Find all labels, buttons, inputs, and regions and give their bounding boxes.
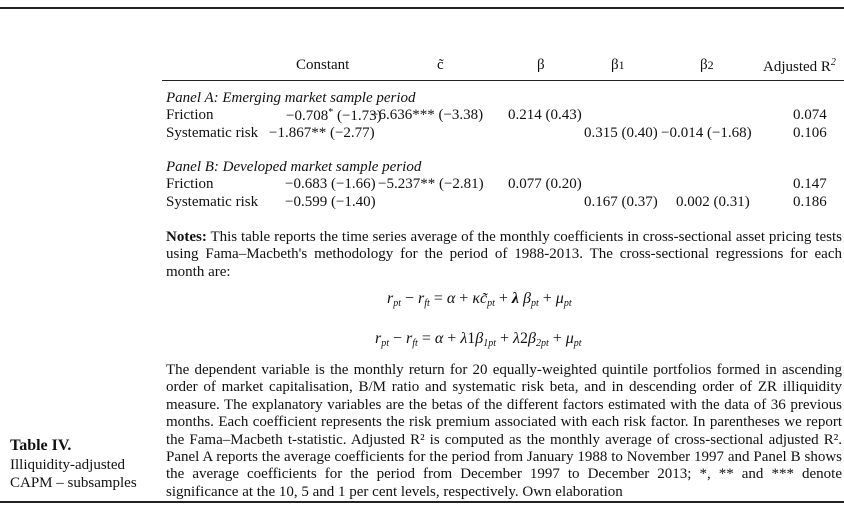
panel-b-systematic-label: Systematic risk [166,194,259,210]
panel-b-friction-beta: 0.077 (0.20) [508,176,582,192]
header-beta2-symbol: β [700,57,708,73]
panel-b-friction-constant: −0.683 (−1.66) [285,176,376,192]
panel-b-systematic-constant: −0.599 (−1.40) [285,194,376,210]
panel-a-title: Panel A: Emerging market sample period [166,90,416,106]
header-c-tilde: c̃ [437,57,444,73]
panel-a-friction-r2: 0.074 [793,107,827,123]
header-beta1-subscript: 1 [618,58,625,72]
header-beta1 [611,57,625,74]
top-rule [0,7,844,9]
notes-label: Notes: [166,229,207,245]
panel-a-friction-constant-t: (−1.73) [333,108,382,124]
panel-a-friction-beta: 0.214 (0.43) [508,107,582,123]
panel-b-title: Panel B: Developed market sample period [166,159,422,175]
panel-a-friction-label: Friction [166,107,214,123]
panel-a-friction-c-tilde: −6.636*** (−3.38) [370,107,484,123]
notes-text-1: This table reports the time series average of the monthly coefficients in cross-sectional asset pricing tests using Fama–Macbeth's methodology for the period of 1988-2013. The cross-sectional regressions for each month are: [166,229,842,280]
panel-a-friction-constant [286,107,382,125]
panel-a-systematic-beta2: −0.014 (−1.68) [661,125,752,141]
header-beta2 [700,57,714,74]
panel-b-systematic-beta2: 0.002 (0.31) [676,194,750,210]
panel-b-friction-label: Friction [166,176,214,192]
header-adjusted-r2 [763,57,836,76]
equation-2: $r_{pt} - r_{ft} = \alpha + \lambda 1\beta_{1pt} + \lambda 2\beta_{2pt} + \mu_{pt}$ [375,330,582,349]
table-caption-line-1: Illiquidity-adjusted [10,457,125,473]
header-constant: Constant [296,57,350,73]
equation-1: $r_{pt} - r_{ft} = \alpha$ + $\kappa c̃_{pt} + \lambda$ $\beta_{pt} + \mu_{pt}$ [387,290,572,309]
table-caption-title: Table IV. [10,437,72,454]
header-adjusted-r2-sup: 2 [830,57,836,68]
panel-a-systematic-beta1: 0.315 (0.40) [584,125,658,141]
panel-b-systematic-beta1: 0.167 (0.37) [584,194,658,210]
header-rule [162,80,844,81]
panel-b-systematic-r2: 0.186 [793,194,827,210]
header-beta1-symbol: β [611,57,619,73]
notes-paragraph-2: The dependent variable is the monthly return for 20 equally-weighted quintile portfolios formed in ascending order of market capitalisation, B/M ratio and systematic risk beta, and in descending order of ZR illiquidity measure. The explanatory variables are the betas of the different factors estimated with the data of 36 previous months. Each coefficient represents the risk premium associated with each risk factor. In parentheses we report the Fama–Macbeth t-statistic. Adjusted R² is computed as the monthly average of cross-sectional adjusted R². Panel A reports the average coefficients for the period from January 1988 to November 1997 and Panel B shows the average coefficients for the period from December 1997 to December 2013; *, ** and *** denote significance at the 10, 5 and 1 per cent levels, respectively. Own elaboration [166,362,842,500]
panel-a-friction-constant-sup: * [328,107,334,118]
panel-a-friction-constant-value: −0.708 [286,108,329,124]
header-beta: β [537,57,545,73]
panel-a-systematic-r2: 0.106 [793,125,827,141]
panel-a-systematic-label: Systematic risk [166,125,259,141]
panel-a-systematic-constant: −1.867** (−2.77) [269,125,375,141]
header-adjusted-r2-text: Adjusted R [763,59,831,75]
notes-paragraph-1 [166,229,842,281]
panel-b-friction-r2: 0.147 [793,176,827,192]
panel-b-friction-c-tilde: −5.237** (−2.81) [378,176,484,192]
header-beta2-subscript: 2 [707,58,714,72]
bottom-rule [0,501,844,503]
table-caption-line-2: CAPM – subsamples [10,475,137,491]
